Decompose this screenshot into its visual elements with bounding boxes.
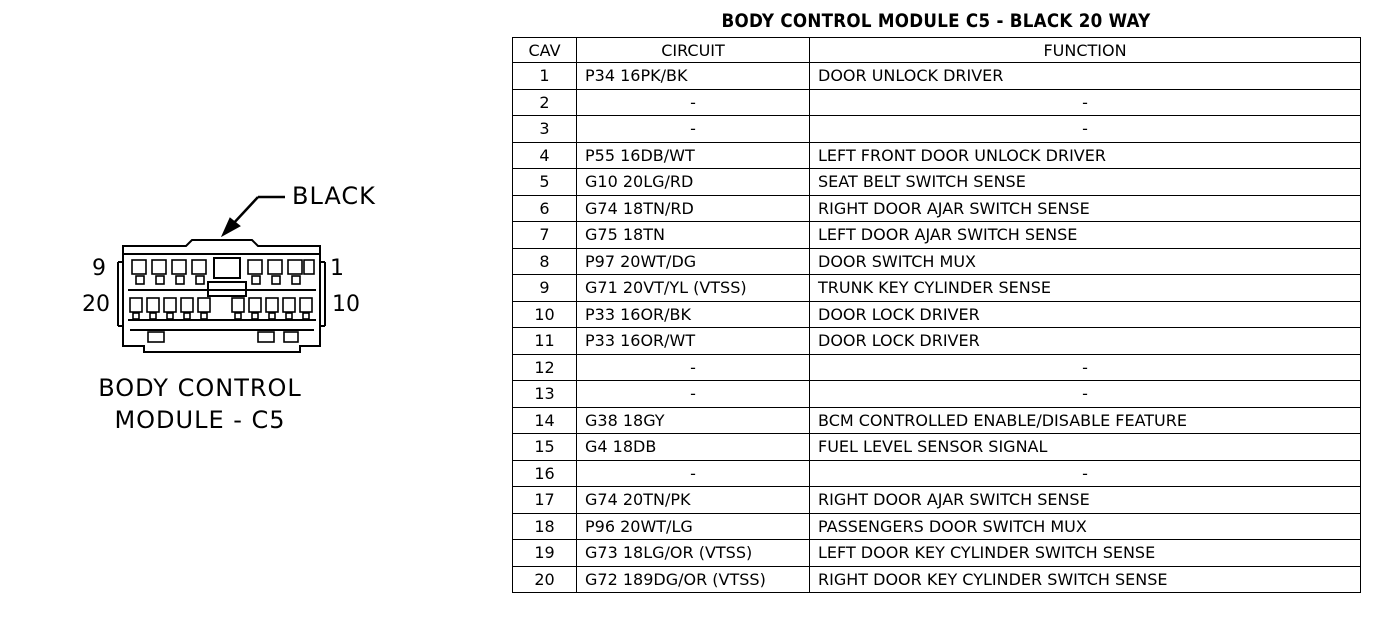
circuit-cell: P97 20WT/DG (577, 248, 810, 275)
cav-cell: 3 (513, 116, 577, 143)
function-cell: LEFT FRONT DOOR UNLOCK DRIVER (810, 142, 1361, 169)
cav-cell: 2 (513, 89, 577, 116)
pin-label-top-right: 1 (330, 256, 344, 281)
cav-cell: 13 (513, 381, 577, 408)
cav-cell: 8 (513, 248, 577, 275)
circuit-cell: - (577, 460, 810, 487)
connector-caption (70, 372, 330, 436)
table-row (513, 248, 1361, 275)
pin-label-bottom-left: 20 (82, 292, 110, 317)
circuit-cell: G74 20TN/PK (577, 487, 810, 514)
circuit-cell: - (577, 116, 810, 143)
table-header-row (513, 38, 1361, 63)
connector-drawing (0, 0, 420, 380)
function-cell: DOOR UNLOCK DRIVER (810, 63, 1361, 90)
cav-cell: 11 (513, 328, 577, 355)
caption-line-2: MODULE - C5 (114, 406, 286, 434)
table-row (513, 195, 1361, 222)
table-row (513, 434, 1361, 461)
table-row (513, 63, 1361, 90)
cavity-row-bottom (130, 298, 312, 319)
function-cell: DOOR LOCK DRIVER (810, 328, 1361, 355)
connector-latches (148, 332, 298, 342)
function-cell: - (810, 116, 1361, 143)
cav-cell: 9 (513, 275, 577, 302)
cav-cell: 20 (513, 566, 577, 593)
table-row (513, 487, 1361, 514)
circuit-cell: P33 16OR/WT (577, 328, 810, 355)
cav-cell: 15 (513, 434, 577, 461)
function-cell: DOOR SWITCH MUX (810, 248, 1361, 275)
cav-cell: 14 (513, 407, 577, 434)
table-row (513, 275, 1361, 302)
function-cell: - (810, 460, 1361, 487)
table-row (513, 142, 1361, 169)
function-cell: PASSENGERS DOOR SWITCH MUX (810, 513, 1361, 540)
header-cav: CAV (513, 38, 577, 63)
connector-color-label: BLACK (292, 182, 376, 210)
cav-cell: 6 (513, 195, 577, 222)
function-cell: FUEL LEVEL SENSOR SIGNAL (810, 434, 1361, 461)
table-row (513, 566, 1361, 593)
function-cell: RIGHT DOOR AJAR SWITCH SENSE (810, 195, 1361, 222)
table-title: BODY CONTROL MODULE C5 - BLACK 20 WAY (721, 10, 1151, 32)
function-cell: TRUNK KEY CYLINDER SENSE (810, 275, 1361, 302)
function-cell: BCM CONTROLLED ENABLE/DISABLE FEATURE (810, 407, 1361, 434)
cav-cell: 4 (513, 142, 577, 169)
pinout-table (512, 37, 1361, 593)
circuit-cell: P34 16PK/BK (577, 63, 810, 90)
circuit-cell: G73 18LG/OR (VTSS) (577, 540, 810, 567)
cav-cell: 19 (513, 540, 577, 567)
circuit-cell: P55 16DB/WT (577, 142, 810, 169)
function-cell: RIGHT DOOR KEY CYLINDER SWITCH SENSE (810, 566, 1361, 593)
circuit-cell: G4 18DB (577, 434, 810, 461)
cav-cell: 12 (513, 354, 577, 381)
cav-cell: 18 (513, 513, 577, 540)
function-cell: RIGHT DOOR AJAR SWITCH SENSE (810, 487, 1361, 514)
cav-cell: 16 (513, 460, 577, 487)
function-cell: LEFT DOOR AJAR SWITCH SENSE (810, 222, 1361, 249)
cavity-row-top (132, 260, 314, 284)
cav-cell: 5 (513, 169, 577, 196)
table-row (513, 328, 1361, 355)
header-circuit: CIRCUIT (577, 38, 810, 63)
table-row (513, 116, 1361, 143)
circuit-cell: P33 16OR/BK (577, 301, 810, 328)
cav-cell: 10 (513, 301, 577, 328)
color-leader-arrow (222, 197, 285, 236)
table-row (513, 407, 1361, 434)
table-row (513, 301, 1361, 328)
function-cell: - (810, 89, 1361, 116)
table-row (513, 460, 1361, 487)
function-cell: DOOR LOCK DRIVER (810, 301, 1361, 328)
table-row (513, 169, 1361, 196)
cav-cell: 1 (513, 63, 577, 90)
table-row (513, 89, 1361, 116)
circuit-cell: - (577, 89, 810, 116)
table-row (513, 513, 1361, 540)
circuit-cell: G74 18TN/RD (577, 195, 810, 222)
table-row (513, 222, 1361, 249)
circuit-cell: P96 20WT/LG (577, 513, 810, 540)
pin-label-top-left: 9 (92, 256, 106, 281)
cav-cell: 17 (513, 487, 577, 514)
caption-line-1: BODY CONTROL (98, 374, 302, 402)
circuit-cell: G72 189DG/OR (VTSS) (577, 566, 810, 593)
function-cell: - (810, 354, 1361, 381)
circuit-cell: G71 20VT/YL (VTSS) (577, 275, 810, 302)
circuit-cell: - (577, 381, 810, 408)
function-cell: LEFT DOOR KEY CYLINDER SWITCH SENSE (810, 540, 1361, 567)
function-cell: - (810, 381, 1361, 408)
table-row (513, 381, 1361, 408)
circuit-cell: G10 20LG/RD (577, 169, 810, 196)
circuit-cell: G75 18TN (577, 222, 810, 249)
table-row (513, 354, 1361, 381)
table-row (513, 540, 1361, 567)
pin-label-bottom-right: 10 (332, 292, 360, 317)
function-cell: SEAT BELT SWITCH SENSE (810, 169, 1361, 196)
cav-cell: 7 (513, 222, 577, 249)
circuit-cell: G38 18GY (577, 407, 810, 434)
header-function: FUNCTION (810, 38, 1361, 63)
circuit-cell: - (577, 354, 810, 381)
